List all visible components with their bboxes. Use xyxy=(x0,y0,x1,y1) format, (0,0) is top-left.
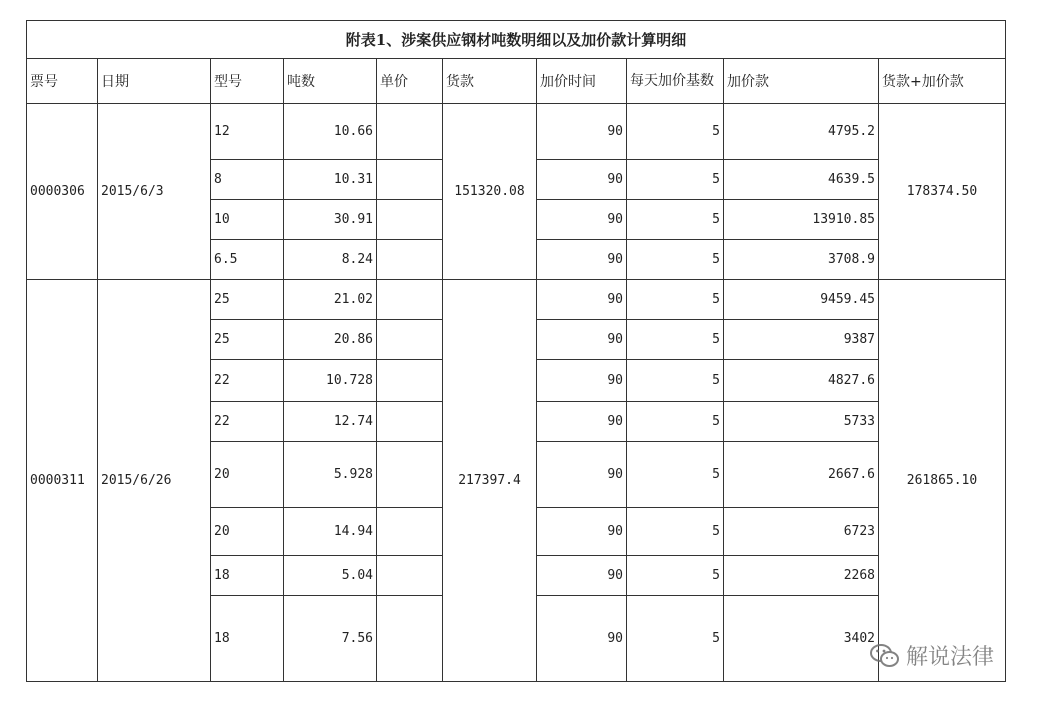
model-cell: 12 xyxy=(211,104,284,160)
header-row xyxy=(27,59,1006,104)
markup-days-cell: 90 xyxy=(537,442,627,508)
markup-cell: 9387 xyxy=(724,320,879,360)
header-markup-days: 加价时间 xyxy=(537,59,627,104)
markup-days-cell: 90 xyxy=(537,280,627,320)
markup-days-cell: 90 xyxy=(537,104,627,160)
daily-base-cell: 5 xyxy=(627,596,724,682)
markup-cell: 2667.6 xyxy=(724,442,879,508)
model-cell: 20 xyxy=(211,508,284,556)
tons-cell: 7.56 xyxy=(284,596,377,682)
header-total: 货款+加价款 xyxy=(879,59,1006,104)
model-cell: 22 xyxy=(211,402,284,442)
header-date: 日期 xyxy=(98,59,211,104)
tons-cell: 12.74 xyxy=(284,402,377,442)
markup-days-cell: 90 xyxy=(537,200,627,240)
goods-payment-cell: 217397.4 xyxy=(443,280,537,682)
total-cell: 261865.10 xyxy=(879,280,1006,682)
daily-base-cell: 5 xyxy=(627,508,724,556)
tons-cell: 5.928 xyxy=(284,442,377,508)
tons-cell: 10.66 xyxy=(284,104,377,160)
total-cell: 178374.50 xyxy=(879,104,1006,280)
header-tons: 吨数 xyxy=(284,59,377,104)
markup-cell: 6723 xyxy=(724,508,879,556)
unit-price-cell xyxy=(377,508,443,556)
header-ticket: 票号 xyxy=(27,59,98,104)
header-daily-base: 每天加价基数 xyxy=(627,59,724,104)
unit-price-cell xyxy=(377,160,443,200)
unit-price-cell xyxy=(377,360,443,402)
markup-days-cell: 90 xyxy=(537,508,627,556)
model-cell: 25 xyxy=(211,320,284,360)
markup-days-cell: 90 xyxy=(537,402,627,442)
markup-days-cell: 90 xyxy=(537,360,627,402)
daily-base-cell: 5 xyxy=(627,402,724,442)
model-cell: 18 xyxy=(211,556,284,596)
unit-price-cell xyxy=(377,556,443,596)
ticket-cell: 0000311 xyxy=(27,280,98,682)
tons-cell: 21.02 xyxy=(284,280,377,320)
markup-days-cell: 90 xyxy=(537,160,627,200)
table-row xyxy=(27,104,1006,160)
daily-base-cell: 5 xyxy=(627,442,724,508)
markup-days-cell: 90 xyxy=(537,240,627,280)
model-cell: 8 xyxy=(211,160,284,200)
daily-base-cell: 5 xyxy=(627,200,724,240)
tons-cell: 30.91 xyxy=(284,200,377,240)
markup-cell: 4639.5 xyxy=(724,160,879,200)
header-unit-price: 单价 xyxy=(377,59,443,104)
model-cell: 18 xyxy=(211,596,284,682)
daily-base-cell: 5 xyxy=(627,280,724,320)
date-cell: 2015/6/3 xyxy=(98,104,211,280)
model-cell: 6.5 xyxy=(211,240,284,280)
model-cell: 25 xyxy=(211,280,284,320)
model-cell: 20 xyxy=(211,442,284,508)
unit-price-cell xyxy=(377,240,443,280)
table-row xyxy=(27,280,1006,320)
header-goods-payment: 货款 xyxy=(443,59,537,104)
daily-base-cell: 5 xyxy=(627,240,724,280)
markup-cell: 4795.2 xyxy=(724,104,879,160)
unit-price-cell xyxy=(377,280,443,320)
unit-price-cell xyxy=(377,200,443,240)
steel-markup-table xyxy=(26,20,1006,682)
watermark-text: 解说法律 xyxy=(906,645,995,670)
goods-payment-cell: 151320.08 xyxy=(443,104,537,280)
table-title: 附表1、涉案供应钢材吨数明细以及加价款计算明细 xyxy=(27,21,1006,59)
tons-cell: 10.728 xyxy=(284,360,377,402)
markup-cell: 2268 xyxy=(724,556,879,596)
tons-cell: 8.24 xyxy=(284,240,377,280)
ticket-cell: 0000306 xyxy=(27,104,98,280)
markup-days-cell: 90 xyxy=(537,596,627,682)
wechat-icon xyxy=(870,643,900,669)
header-markup: 加价款 xyxy=(724,59,879,104)
watermark xyxy=(870,640,994,671)
tons-cell: 14.94 xyxy=(284,508,377,556)
unit-price-cell xyxy=(377,442,443,508)
markup-cell: 9459.45 xyxy=(724,280,879,320)
unit-price-cell xyxy=(377,320,443,360)
markup-days-cell: 90 xyxy=(537,320,627,360)
tons-cell: 10.31 xyxy=(284,160,377,200)
unit-price-cell xyxy=(377,596,443,682)
model-cell: 10 xyxy=(211,200,284,240)
markup-days-cell: 90 xyxy=(537,556,627,596)
markup-cell: 5733 xyxy=(724,402,879,442)
markup-cell: 3402 xyxy=(724,596,879,682)
unit-price-cell xyxy=(377,104,443,160)
daily-base-cell: 5 xyxy=(627,360,724,402)
model-cell: 22 xyxy=(211,360,284,402)
daily-base-cell: 5 xyxy=(627,104,724,160)
tons-cell: 5.04 xyxy=(284,556,377,596)
daily-base-cell: 5 xyxy=(627,556,724,596)
date-cell: 2015/6/26 xyxy=(98,280,211,682)
daily-base-cell: 5 xyxy=(627,160,724,200)
header-model: 型号 xyxy=(211,59,284,104)
unit-price-cell xyxy=(377,402,443,442)
markup-cell: 13910.85 xyxy=(724,200,879,240)
markup-cell: 3708.9 xyxy=(724,240,879,280)
daily-base-cell: 5 xyxy=(627,320,724,360)
markup-cell: 4827.6 xyxy=(724,360,879,402)
tons-cell: 20.86 xyxy=(284,320,377,360)
